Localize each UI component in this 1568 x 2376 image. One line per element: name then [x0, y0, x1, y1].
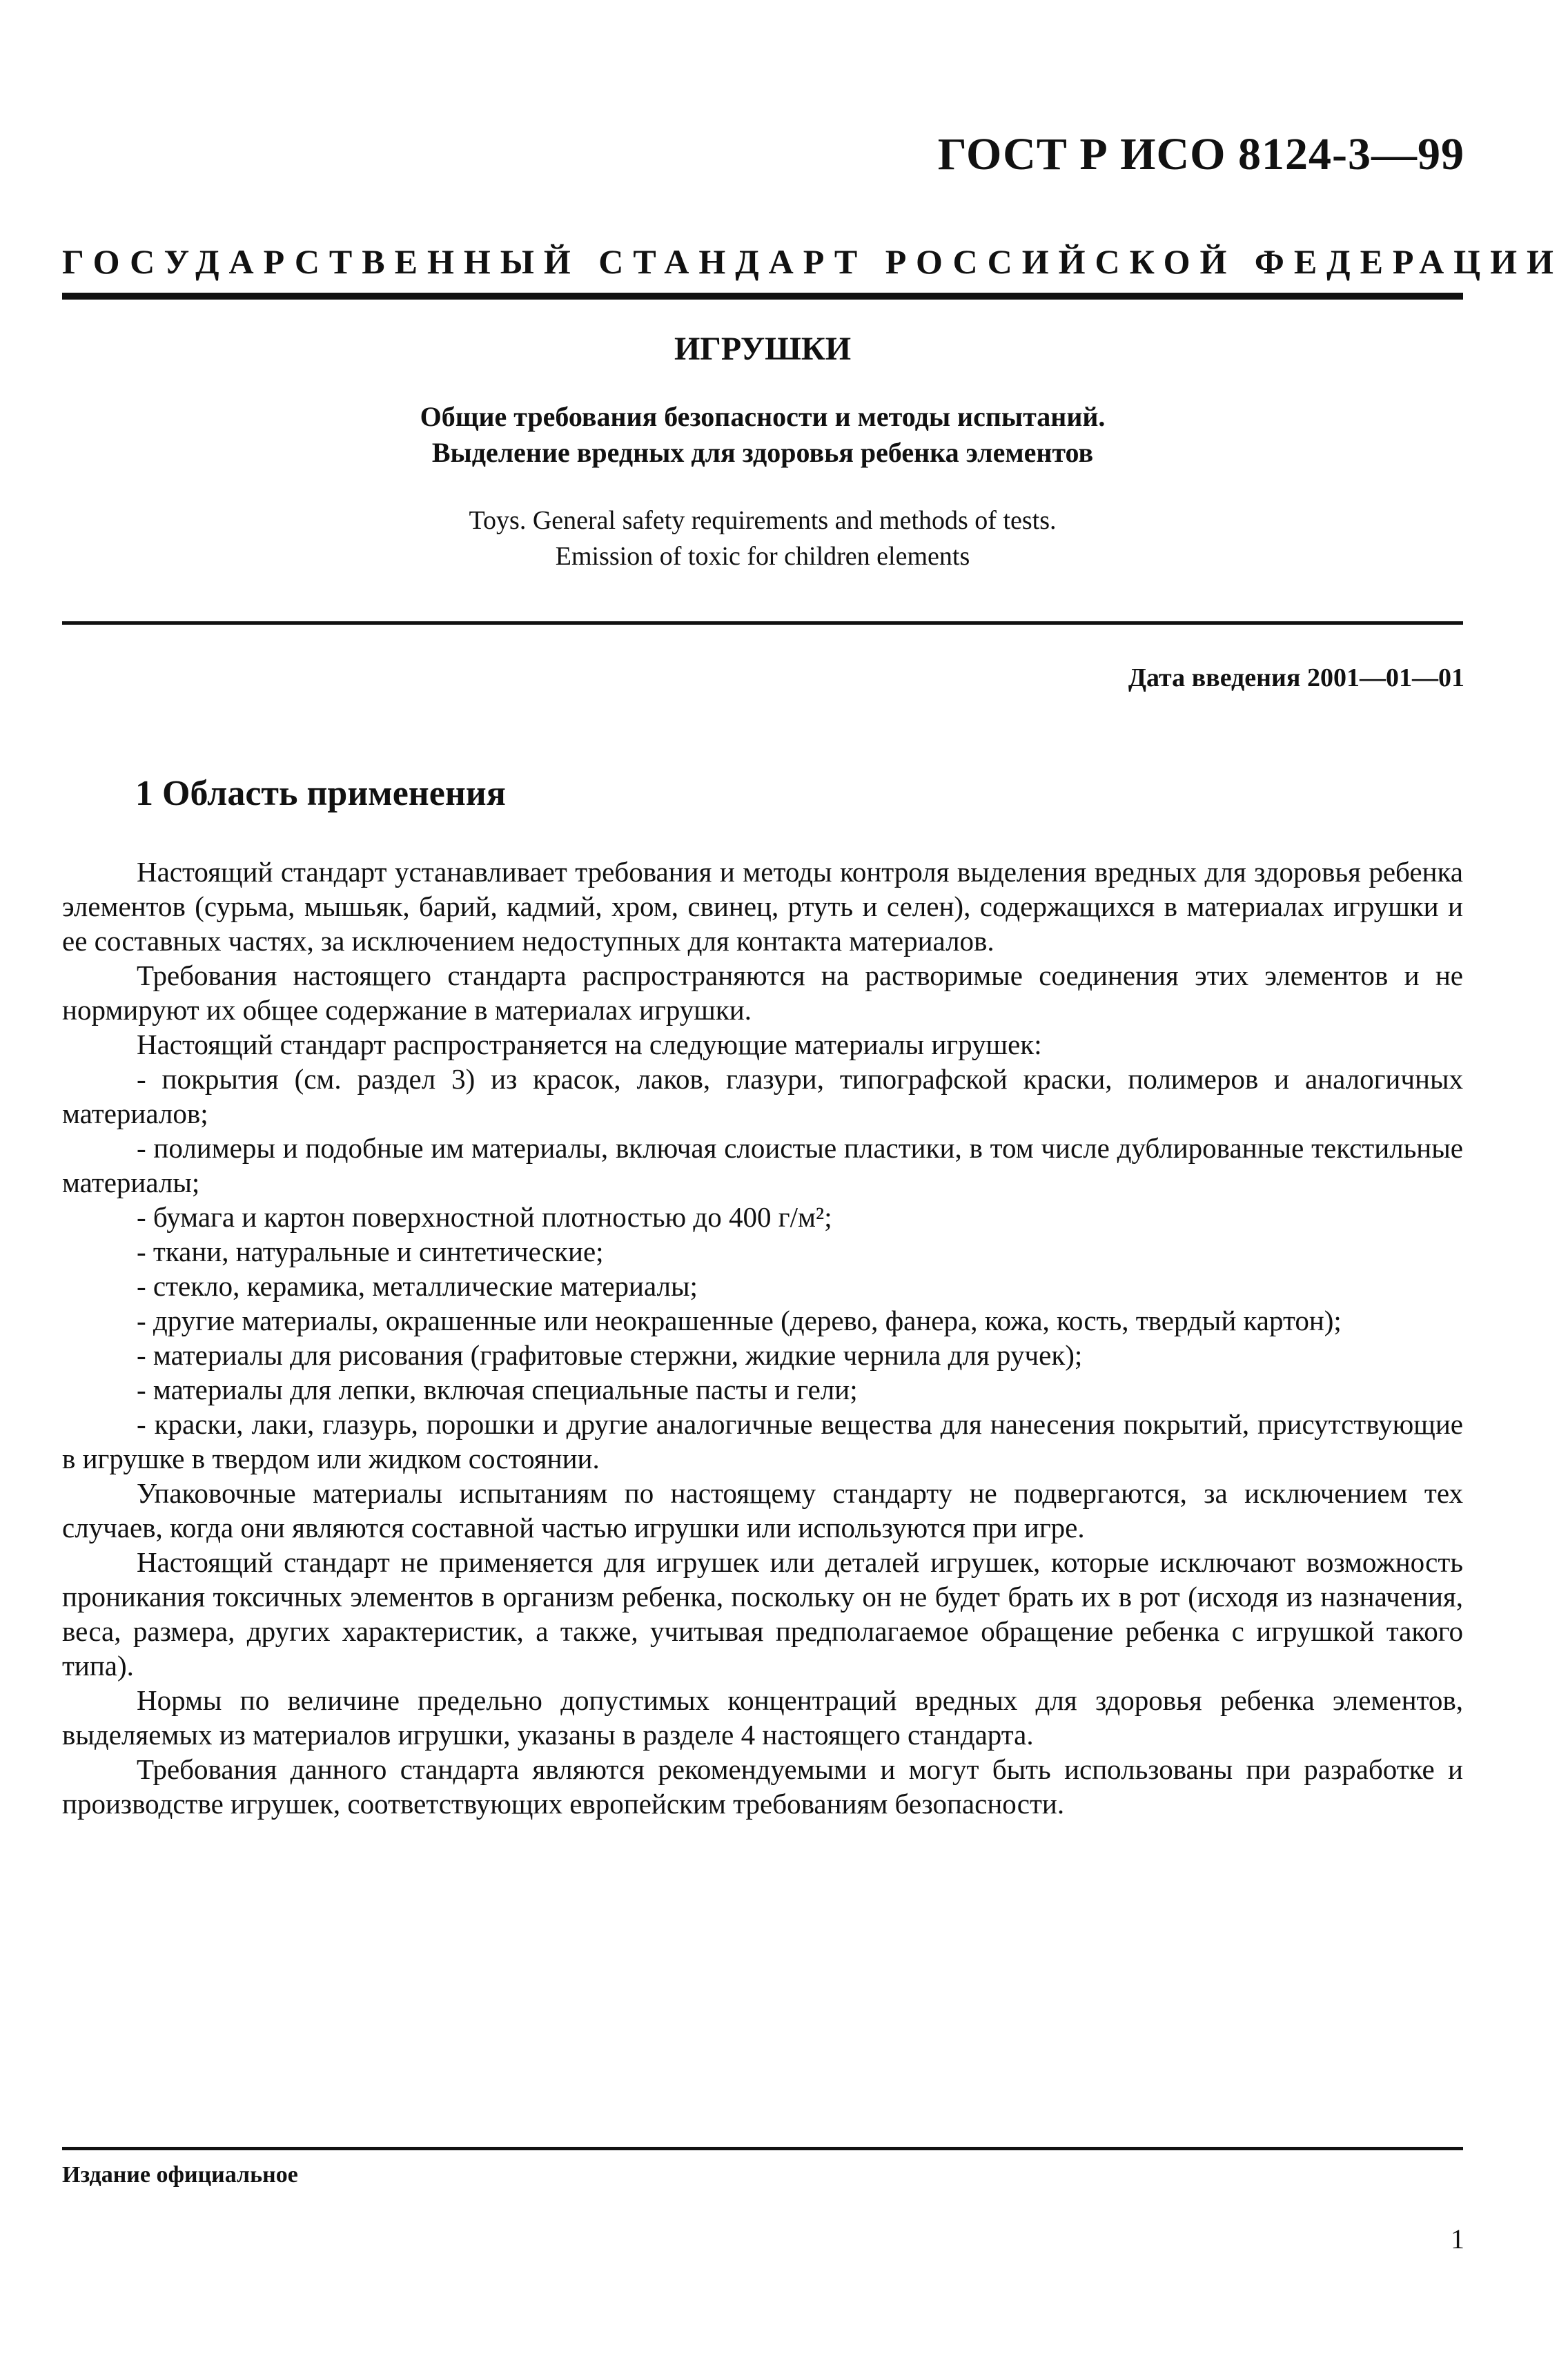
subtitle-en-line: Toys. General safety requirements and methods of tests. — [469, 506, 1057, 535]
footer-rule — [62, 2147, 1463, 2150]
paragraph: Требования данного стандарта являются рекомендуемыми и могут быть использованы при разработке и производстве игрушек, соответствующих европейским требованиям безопасности. — [62, 1753, 1463, 1820]
introduction-date: Дата введения 2001—01—01 — [1128, 663, 1464, 692]
subtitle-en-line: Emission of toxic for children elements — [555, 542, 970, 571]
paragraph: Нормы по величине предельно допустимых концентраций вредных для здоровья ребенка элементов, выделяемых из материалов игрушки, указаны в разделе 4 настоящего стандарта. — [62, 1684, 1463, 1751]
list-item: - бумага и картон поверхностной плотностью до 400 г/м²; — [137, 1201, 832, 1233]
document-title: ИГРУШКИ — [674, 331, 852, 367]
paragraph: Настоящий стандарт распространяется на следующие материалы игрушек: — [137, 1029, 1042, 1060]
subtitle-ru-line: Общие требования безопасности и методы испытаний. — [420, 401, 1106, 432]
list-item: - полимеры и подобные им материалы, включая слоистые пластики, в том числе дублированные текстильные материалы; — [62, 1132, 1463, 1198]
state-standard-title: ГОСУДАРСТВЕННЫЙ СТАНДАРТ РОССИЙСКОЙ ФЕДЕРАЦИИ — [62, 242, 1563, 281]
list-item: - другие материалы, окрашенные или неокрашенные (дерево, фанера, кожа, кость, твердый картон); — [137, 1305, 1342, 1336]
header-rule — [62, 293, 1463, 300]
paragraph: Упаковочные материалы испытаниям по настоящему стандарту не подвергаются, за исключением тех случаев, когда они являются составной частью игрушки или используются при игре. — [62, 1477, 1463, 1544]
section-heading: 1 Область применения — [135, 774, 506, 813]
list-item: - ткани, натуральные и синтетические; — [137, 1236, 604, 1267]
list-item: - краски, лаки, глазурь, порошки и другие аналогичные вещества для нанесения покрытий, присутствующие в игрушке в твердом или жидком состоянии. — [62, 1408, 1463, 1474]
subtitle-russian — [62, 399, 1463, 471]
page-number: 1 — [1451, 2223, 1464, 2255]
subtitle-ru-line: Выделение вредных для здоровья ребенка элементов — [431, 437, 1094, 468]
list-item: - покрытия (см. раздел 3) из красок, лаков, глазури, типографской краски, полимеров и аналогичных материалов; — [62, 1063, 1463, 1129]
paragraph: Требования настоящего стандарта распространяются на растворимые соединения этих элементов и не нормируют их общее содержание в материалах игрушки. — [62, 960, 1463, 1026]
list-item: - стекло, керамика, металлические материалы; — [137, 1270, 698, 1302]
edition-label: Издание официальное — [62, 2162, 298, 2188]
standard-number: ГОСТ Р ИСО 8124-3—99 — [937, 129, 1464, 179]
paragraph: Настоящий стандарт не применяется для игрушек или деталей игрушек, которые исключают возможность проникания токсичных элементов в организм ребенка, поскольку он не будет брать их в рот (исходя из назначения, веса, размера, других характеристик, а также, учитывая предполагаемое обращение ребенка с игрушкой такого типа). — [62, 1546, 1463, 1682]
list-item: - материалы для рисования (графитовые стержни, жидкие чернила для ручек); — [137, 1339, 1083, 1371]
list-item: - материалы для лепки, включая специальные пасты и гели; — [137, 1374, 858, 1405]
title-rule — [62, 621, 1463, 625]
section-body — [62, 855, 1463, 1821]
paragraph: Настоящий стандарт устанавливает требования и методы контроля выделения вредных для здоровья ребенка элементов (сурьма, мышьяк, барий, кадмий, хром, свинец, ртуть и селен), содержащихся в материалах игрушки и ее составных частях, за исключением недоступных для контакта материалов. — [62, 856, 1463, 957]
subtitle-english — [62, 503, 1463, 574]
